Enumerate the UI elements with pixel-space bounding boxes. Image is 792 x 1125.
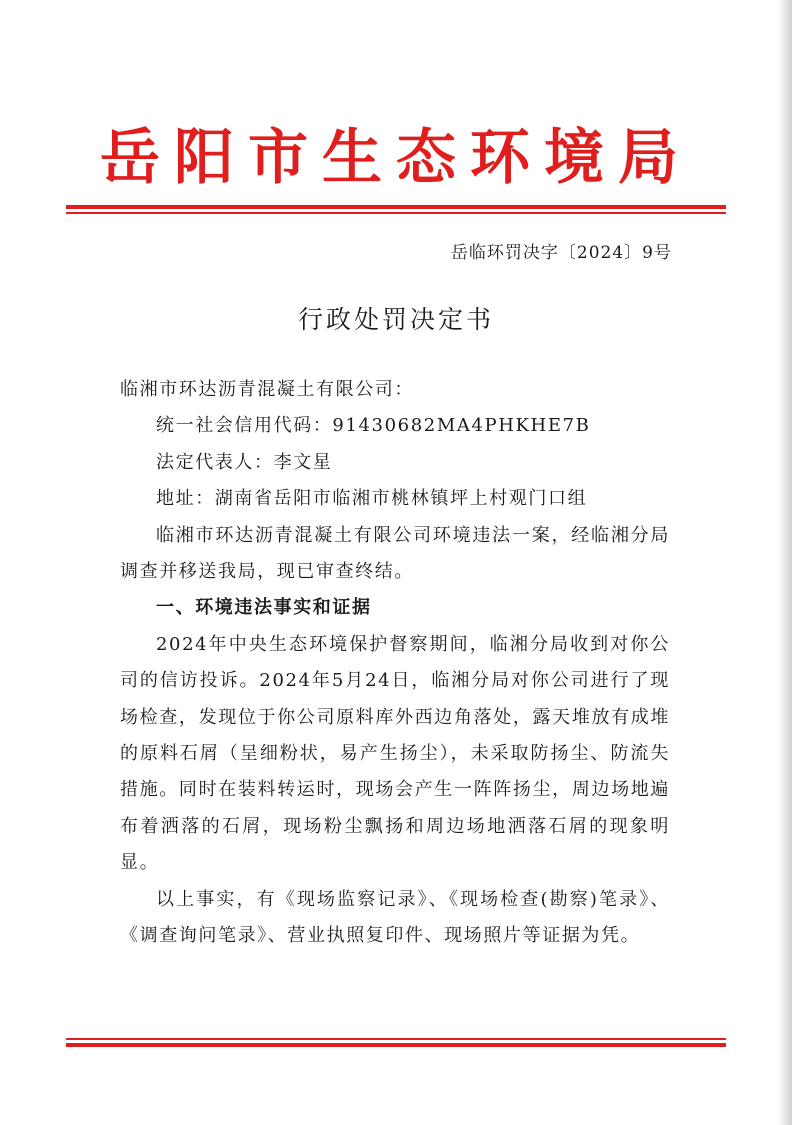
- facts-paragraph: 2024年中央生态环境保护督察期间，临湘分局收到对你公司的信访投诉。2024年5月24日，临湘分局对你公司进行了现场检查，发现位于你公司原料库外西边角落处，露天堆放有成堆的原料石屑（呈细粉状，易产生扬尘），未采取防扬尘、防流失措施。同时在装料转运时，现场会产生一阵阵扬尘，周边场地遍布着洒落的石屑，现场粉尘飘扬和周边场地洒落石屑的现象明显。: [120, 633, 670, 874]
- document-number: 岳临环罚决字〔2024〕9号: [450, 243, 672, 263]
- legal-representative: 法定代表人：李文星: [156, 451, 333, 473]
- org-letterhead-title: 岳阳市生态环境局: [100, 123, 692, 193]
- evidence-paragraph: 以上事实，有《现场监察记录》、《现场检查(勘察)笔录》、《调查询问笔录》、营业执照复印件、现场照片等证据为凭。: [120, 888, 670, 947]
- credit-code: 统一社会信用代码：91430682MA4PHKHE7B: [156, 415, 591, 437]
- footer-rule-thin: [66, 1038, 726, 1040]
- footer-rule-thick: [66, 1043, 726, 1047]
- section-heading: 一、环境违法事实和证据: [156, 597, 372, 619]
- addressee: 临湘市环达沥青混凝土有限公司：: [120, 379, 414, 400]
- letterhead-rule-thick: [66, 205, 726, 209]
- document-title: 行政处罚决定书: [297, 305, 494, 334]
- document-body: [120, 372, 670, 955]
- scan-edge-shadow: [778, 0, 792, 1125]
- intro-paragraph: 临湘市环达沥青混凝土有限公司环境违法一案，经临湘分局调查并移送我局，现已审查终结。: [120, 524, 670, 583]
- letterhead-rule-thin: [66, 212, 726, 214]
- party-address: 地址：湖南省岳阳市临湘市桃林镇坪上村观门口组: [156, 488, 588, 510]
